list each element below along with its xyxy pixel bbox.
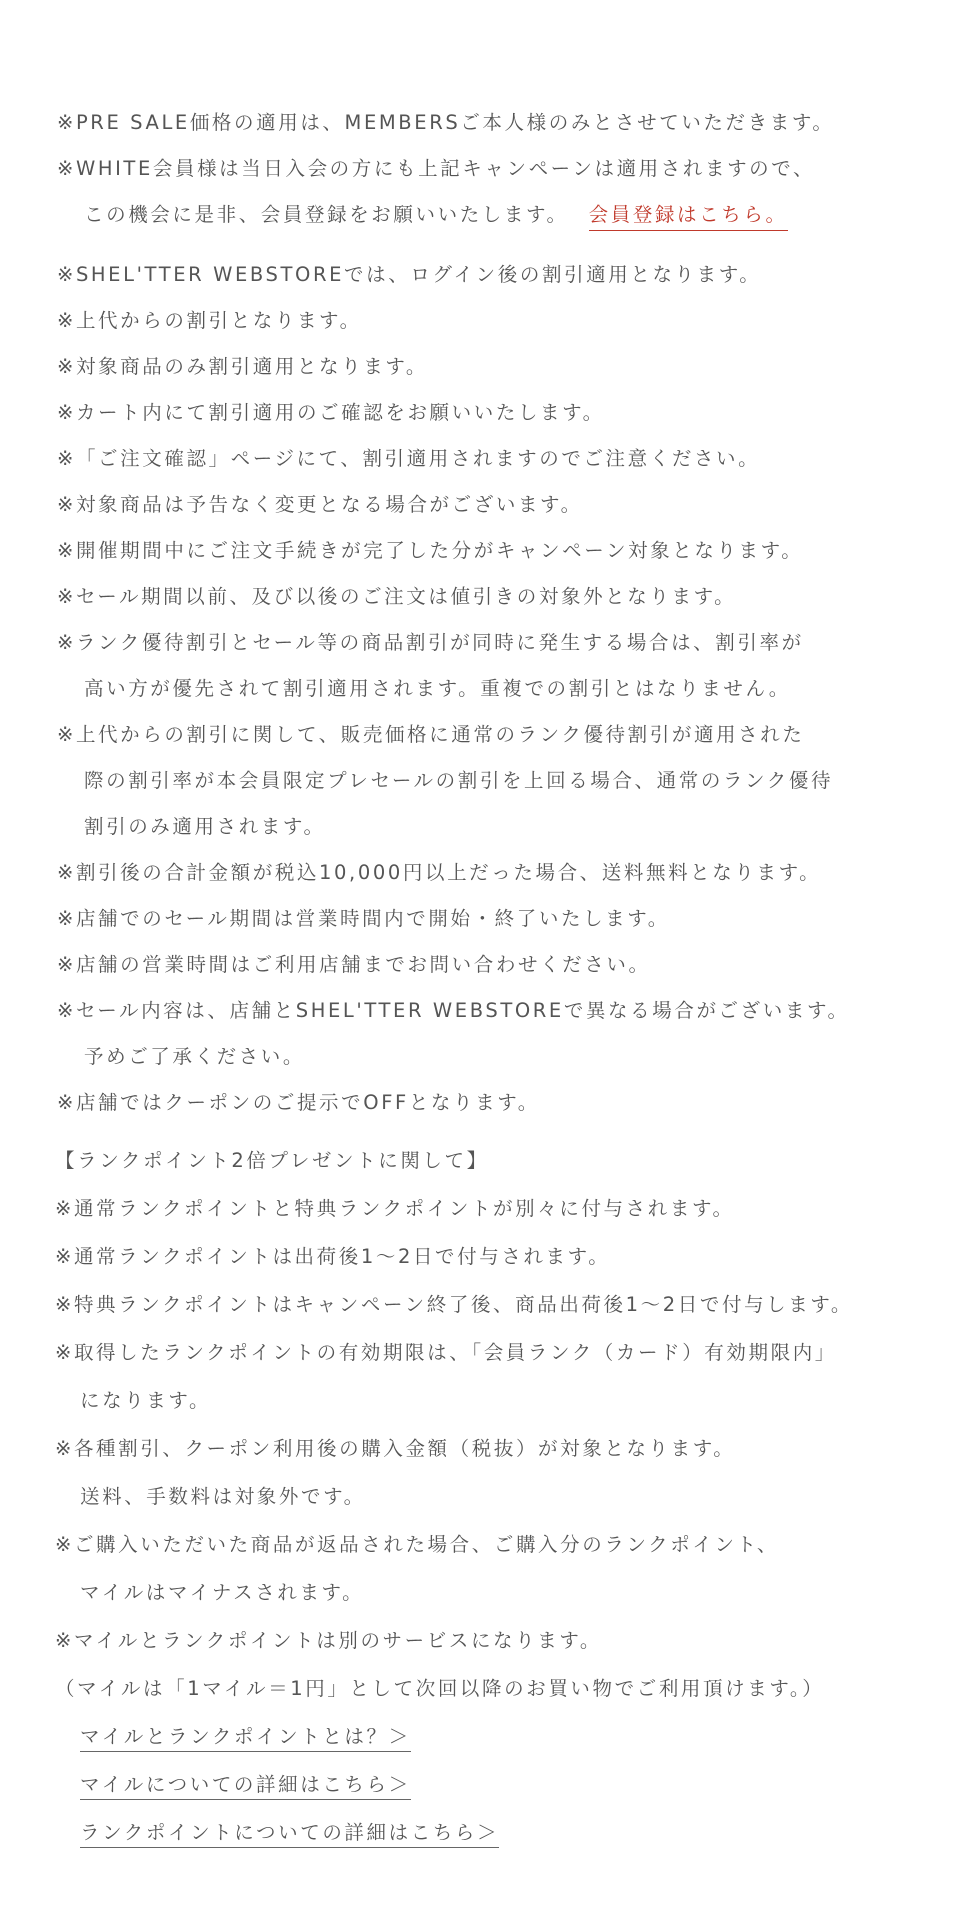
note-line: ※「ご注文確認」ページにて、割引適用されますのでご注意ください。 [57, 447, 761, 470]
note-line: ※割引後の合計金額が税込10,000円以上だった場合、送料無料となります。 [57, 861, 822, 884]
note-line [84, 200, 788, 230]
note-line: ※開催期間中にご注文手続きが完了した分がキャンペーン対象となります。 [57, 539, 804, 562]
note-text: この機会に是非、会員登録をお願いいたします。 [84, 203, 569, 226]
note-line: ※対象商品は予告なく変更となる場合がございます。 [57, 493, 583, 516]
note-line: ※上代からの割引に関して、販売価格に通常のランク優待割引が適用された [57, 723, 805, 746]
rank-line: ※通常ランクポイントは出荷後1～2日で付与されます。 [55, 1245, 611, 1268]
rank-point-detail-link[interactable]: ランクポイントについての詳細はこちら＞ [80, 1821, 499, 1848]
note-line: ※ランク優待割引とセール等の商品割引が同時に発生する場合は、割引率が [57, 631, 804, 654]
rank-line: （マイルは「1マイル＝1円」として次回以降のお買い物でご利用頂けます。） [55, 1677, 825, 1700]
rank-heading: 【ランクポイント2倍プレゼントに関して】 [55, 1149, 489, 1172]
note-line: 割引のみ適用されます。 [84, 815, 326, 838]
note-line: ※SHEL'TTER WEBSTOREでは、ログイン後の割引適用となります。 [57, 263, 762, 286]
mile-detail-link[interactable]: マイルについての詳細はこちら＞ [80, 1773, 411, 1800]
note-line: ※カート内にて割引適用のご確認をお願いいたします。 [57, 401, 605, 424]
note-line: 高い方が優先されて割引適用されます。重複での割引とはなりません。 [84, 677, 791, 700]
note-line: ※セール期間以前、及び以後のご注文は値引きの対象外となります。 [57, 585, 737, 608]
rank-link-row [80, 1722, 411, 1752]
note-line: 予めご了承ください。 [84, 1045, 306, 1068]
rank-line: ※特典ランクポイントはキャンペーン終了後、商品出荷後1～2日で付与します。 [55, 1293, 854, 1316]
note-line: 際の割引率が本会員限定プレセールの割引を上回る場合、通常のランク優待 [84, 769, 834, 792]
rank-line: ※各種割引、クーポン利用後の購入金額（税抜）が対象となります。 [55, 1437, 736, 1460]
note-line: ※PRE SALE価格の適用は、MEMBERSご本人様のみとさせていただきます。 [57, 111, 835, 134]
register-link[interactable]: 会員登録はこちら。 [589, 203, 788, 231]
note-line: ※店舗でのセール期間は営業時間内で開始・終了いたします。 [57, 907, 670, 930]
rank-link-row [80, 1770, 411, 1800]
note-line: ※WHITE会員様は当日入会の方にも上記キャンペーンは適用されますので、 [57, 157, 816, 180]
rank-line: ※マイルとランクポイントは別のサービスになります。 [55, 1629, 602, 1652]
rank-line: マイルはマイナスされます。 [80, 1581, 365, 1604]
note-line: ※セール内容は、店舗とSHEL'TTER WEBSTOREで異なる場合がございます。 [57, 999, 850, 1022]
rank-line: 送料、手数料は対象外です。 [80, 1485, 366, 1508]
mile-rank-link[interactable]: マイルとランクポイントとは？＞ [80, 1725, 411, 1752]
rank-line: ※取得したランクポイントの有効期限は、「会員ランク（カード）有効期限内」 [55, 1341, 837, 1364]
note-line: ※店舗ではクーポンのご提示でOFFとなります。 [57, 1091, 540, 1114]
rank-link-row [80, 1818, 499, 1848]
note-line: ※店舗の営業時間はご利用店舗までお問い合わせください。 [57, 953, 651, 976]
rank-line: になります。 [80, 1389, 212, 1412]
rank-line: ※ご購入いただいた商品が返品された場合、ご購入分のランクポイント、 [55, 1533, 779, 1556]
rank-line: ※通常ランクポイントと特典ランクポイントが別々に付与されます。 [55, 1197, 735, 1220]
note-line: ※対象商品のみ割引適用となります。 [57, 355, 428, 378]
note-line: ※上代からの割引となります。 [57, 309, 362, 332]
